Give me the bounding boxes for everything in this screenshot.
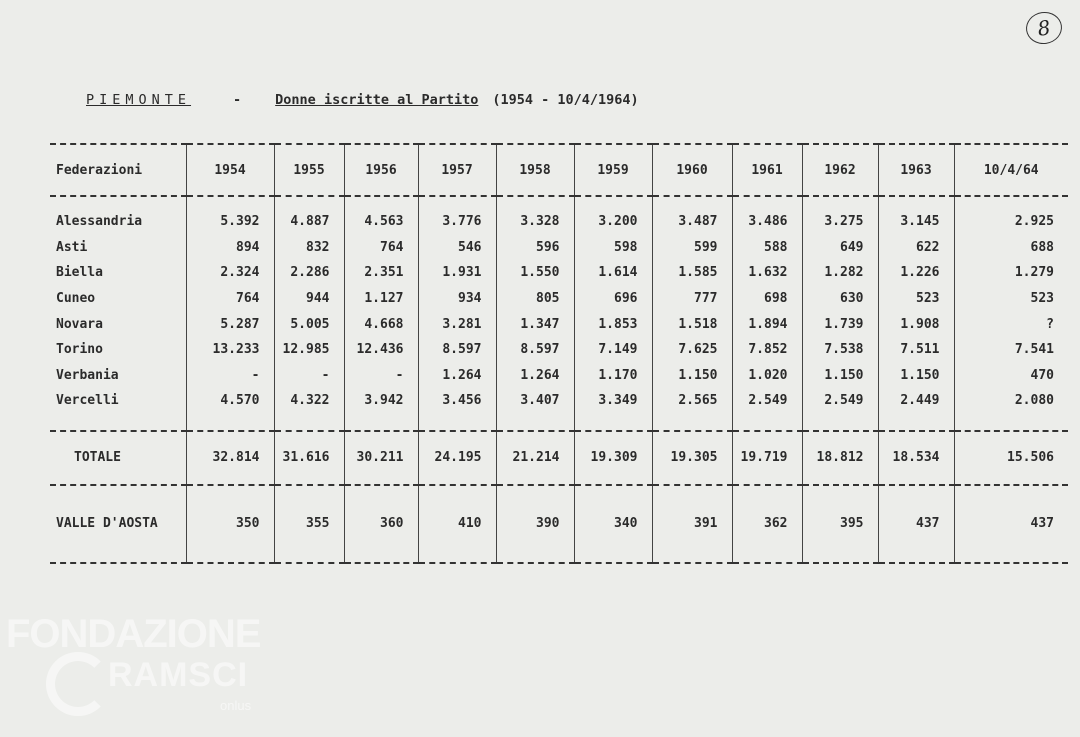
column-header: 1959 [574,144,652,196]
table-cell: 12.436 [344,337,418,363]
table-cell: 3.942 [344,388,418,418]
column-header: 1963 [878,144,954,196]
federation-name: Biella [56,265,103,281]
table-cell: 7.541 [954,337,1068,363]
fondazione-gramsci-watermark [6,612,296,722]
table-cell: 944 [274,286,344,312]
table-cell: 805 [496,286,574,312]
table-cell: 2.286 [274,260,344,286]
table-cell: 698 [732,286,802,312]
column-header: Federazioni [50,144,186,196]
table-cell: 15.506 [954,431,1068,485]
table-cell: 18.534 [878,431,954,485]
table-cell: 19.305 [652,431,732,485]
table-cell: 598 [574,235,652,261]
column-header: 1955 [274,144,344,196]
table-cell: 688 [954,235,1068,261]
document-title [86,92,639,108]
table-cell: 596 [496,235,574,261]
table-cell: 523 [878,286,954,312]
table-cell: 934 [418,286,496,312]
table-cell: ? [954,311,1068,337]
column-header: 1958 [496,144,574,196]
table-cell: 4.322 [274,388,344,418]
table-cell: 1.518 [652,311,732,337]
table-cell: 2.549 [802,388,878,418]
table-cell: 340 [574,485,652,563]
table-cell: 395 [802,485,878,563]
federation-name: Torino [56,342,103,358]
column-header: 1961 [732,144,802,196]
table-cell: 3.456 [418,388,496,418]
table-cell: 3.200 [574,209,652,235]
table-cell: 832 [274,235,344,261]
table-cell: 3.145 [878,209,954,235]
table-header-row [50,144,1068,196]
table-cell: 1.931 [418,260,496,286]
table-cell: 1.585 [652,260,732,286]
table-cell: 1.550 [496,260,574,286]
table-cell: 4.668 [344,311,418,337]
table-cell: 1.908 [878,311,954,337]
table-cell: 390 [496,485,574,563]
table-cell: 18.812 [802,431,878,485]
table-cell: - [344,363,418,389]
table-cell: 30.211 [344,431,418,485]
table-cell: 21.214 [496,431,574,485]
valle-daosta-row [50,485,1068,563]
table-row [50,209,1068,235]
table-cell: 19.309 [574,431,652,485]
table-row [50,363,1068,389]
table-cell: 649 [802,235,878,261]
table-cell: 437 [878,485,954,563]
table-cell: 2.324 [186,260,274,286]
table-cell: 1.282 [802,260,878,286]
table-cell: 1.226 [878,260,954,286]
table-cell: 8.597 [496,337,574,363]
table-cell: 4.887 [274,209,344,235]
table-cell: 1.347 [496,311,574,337]
table-row [50,260,1068,286]
table-cell: 2.449 [878,388,954,418]
table-cell: 1.264 [418,363,496,389]
federation-name: Alessandria [56,214,143,230]
table-cell: 2.549 [732,388,802,418]
table-cell: 764 [186,286,274,312]
table-cell: 1.264 [496,363,574,389]
table-cell: 1.279 [954,260,1068,286]
table-cell: 7.625 [652,337,732,363]
table-cell: 5.005 [274,311,344,337]
table-row [50,388,1068,418]
table-cell: 2.351 [344,260,418,286]
federation-name: Vercelli [56,393,119,409]
table-cell: 3.407 [496,388,574,418]
table-cell: 3.349 [574,388,652,418]
table-cell: 696 [574,286,652,312]
column-header: 1957 [418,144,496,196]
table-cell: 3.328 [496,209,574,235]
table-cell: 360 [344,485,418,563]
table-cell: 1.853 [574,311,652,337]
column-header: 1954 [186,144,274,196]
table-cell: 7.852 [732,337,802,363]
table-cell: 12.985 [274,337,344,363]
table-cell: 350 [186,485,274,563]
table-cell: 1.894 [732,311,802,337]
table-cell: 764 [344,235,418,261]
table-cell: 4.563 [344,209,418,235]
table-cell: 3.776 [418,209,496,235]
watermark-text: onlus [220,698,252,713]
table-cell: 13.233 [186,337,274,363]
federation-name: TOTALE [50,431,186,485]
table-cell: 599 [652,235,732,261]
table-cell: 32.814 [186,431,274,485]
table-cell: 3.486 [732,209,802,235]
table-cell: 1.170 [574,363,652,389]
title-period: (1954 - 10/4/1964) [492,92,639,108]
column-header: 1960 [652,144,732,196]
watermark-text: RAMSCI [108,656,249,694]
table-cell: - [274,363,344,389]
column-header: 1962 [802,144,878,196]
table-cell: 1.020 [732,363,802,389]
membership-table [50,143,1068,564]
federation-name: VALLE D'AOSTA [50,485,186,563]
table-cell: 3.281 [418,311,496,337]
table-cell: 391 [652,485,732,563]
watermark-g-logo-icon [46,652,110,716]
table-row [50,337,1068,363]
table-cell: 1.150 [802,363,878,389]
table-cell: 1.739 [802,311,878,337]
table-cell: 5.392 [186,209,274,235]
table-row [50,311,1068,337]
title-subject: Donne iscritte al Partito [275,92,479,108]
table-cell: 622 [878,235,954,261]
table-cell: 3.487 [652,209,732,235]
table-cell: 3.275 [802,209,878,235]
table-cell: 2.925 [954,209,1068,235]
table-cell: 355 [274,485,344,563]
table-cell: 470 [954,363,1068,389]
federation-name: Novara [56,316,103,332]
table-cell: - [186,363,274,389]
table-cell: 7.538 [802,337,878,363]
table-cell: 777 [652,286,732,312]
spacer-row [50,418,1068,431]
table-cell: 1.127 [344,286,418,312]
federation-name: Cuneo [56,291,96,307]
title-region: PIEMONTE [86,92,192,108]
table-cell: 4.570 [186,388,274,418]
total-row [50,431,1068,485]
table-row [50,286,1068,312]
table-cell: 362 [732,485,802,563]
column-header: 10/4/64 [954,144,1068,196]
table-cell: 19.719 [732,431,802,485]
table-cell: 410 [418,485,496,563]
page-number: 8 [1024,10,1064,47]
table-cell: 8.597 [418,337,496,363]
title-dash: - [233,92,242,108]
table-cell: 2.080 [954,388,1068,418]
table-cell: 546 [418,235,496,261]
watermark-text: FONDAZIONE [6,612,261,656]
federation-name: Asti [56,239,88,255]
table-cell: 31.616 [274,431,344,485]
table-cell: 523 [954,286,1068,312]
column-header: 1956 [344,144,418,196]
table-cell: 1.614 [574,260,652,286]
table-cell: 894 [186,235,274,261]
table-cell: 2.565 [652,388,732,418]
federation-name: Verbania [56,367,119,383]
spacer-row [50,196,1068,209]
table-cell: 1.150 [878,363,954,389]
table-cell: 24.195 [418,431,496,485]
table-cell: 7.511 [878,337,954,363]
table-cell: 1.632 [732,260,802,286]
table-cell: 1.150 [652,363,732,389]
table-cell: 630 [802,286,878,312]
table-cell: 437 [954,485,1068,563]
table-cell: 7.149 [574,337,652,363]
table-cell: 5.287 [186,311,274,337]
table-row [50,235,1068,261]
table-cell: 588 [732,235,802,261]
